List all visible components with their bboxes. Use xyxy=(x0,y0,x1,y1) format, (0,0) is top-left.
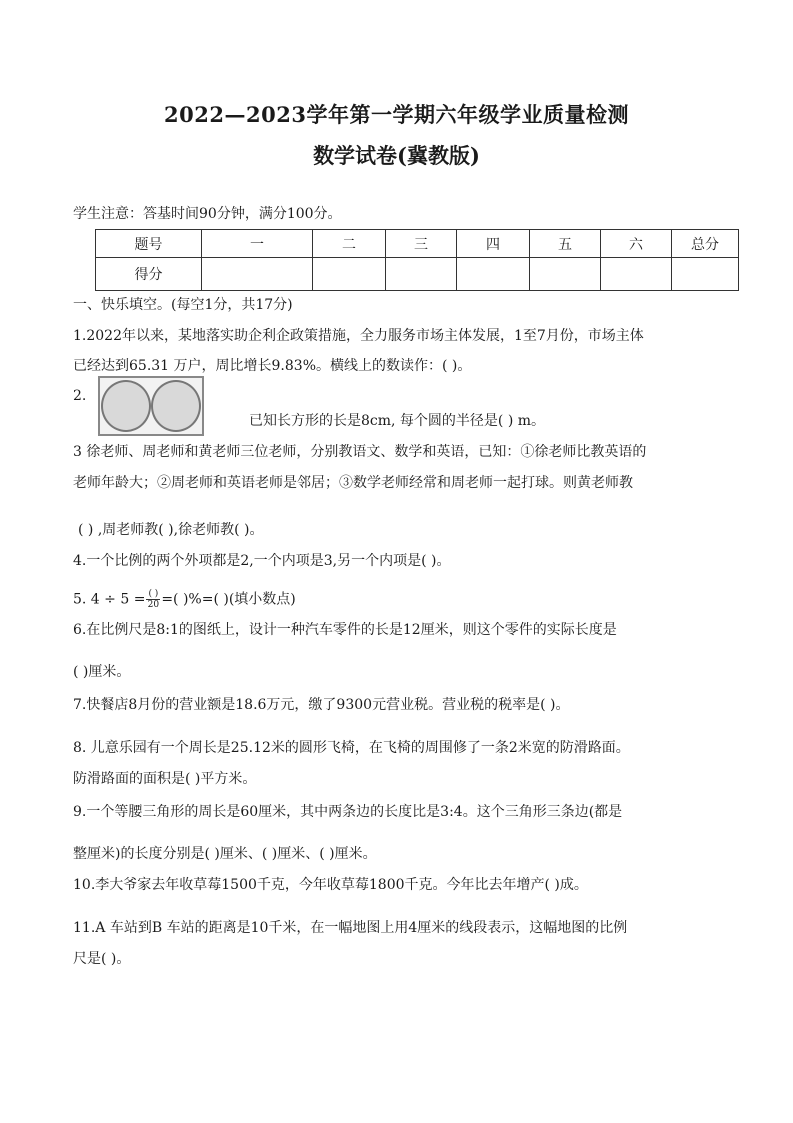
rectangle-circles-figure xyxy=(98,376,204,436)
exam-subtitle: 数学试卷(冀教版) xyxy=(313,143,480,168)
question-9-line2: 整厘米)的长度分别是( )厘米、( )厘米、( )厘米。 xyxy=(73,846,377,862)
question-8-line2: 防滑路面的面积是( )平方米。 xyxy=(73,771,257,787)
score-table-header-row xyxy=(96,230,739,258)
fraction xyxy=(146,589,160,610)
question-6-line2: ( )厘米。 xyxy=(73,664,131,680)
score-header-cell: 二 xyxy=(313,230,386,258)
question-1-line1: 1.2022年以来，某地落实助企利企政策措施，全力服务市场主体发展，1至7月份，市场主体 xyxy=(73,328,644,344)
question-7: 7.快餐店8月份的营业额是18.6万元，缴了9300元营业税。营业税的税率是( )。 xyxy=(73,697,570,713)
score-header-cell: 六 xyxy=(601,230,672,258)
score-row-label: 得分 xyxy=(96,258,202,291)
question-2-number: 2. xyxy=(73,388,87,404)
score-cell xyxy=(457,258,530,291)
score-cell xyxy=(601,258,672,291)
score-cell xyxy=(313,258,386,291)
score-header-cell: 四 xyxy=(457,230,530,258)
question-8-line1: 8. 儿意乐园有一个周长是25.12米的圆形飞椅，在飞椅的周围修了一条2米宽的防滑路面。 xyxy=(73,740,630,756)
fraction-numerator: ( ) xyxy=(148,589,159,599)
question-5 xyxy=(73,589,296,610)
question-3-line3: ( ) ,周老师教( ),徐老师教( )。 xyxy=(78,522,264,538)
score-table xyxy=(95,229,739,291)
exam-title: 2022—2023学年第一学期六年级学业质量检测 xyxy=(164,102,629,127)
question-10: 10.李大爷家去年收草莓1500千克，今年收草莓1800千克。今年比去年增产( )成。 xyxy=(73,877,588,893)
question-2-text: 已知长方形的长是8cm, 每个圆的半径是( ) m。 xyxy=(249,413,546,429)
question-3-line1: 3 徐老师、周老师和黄老师三位老师，分别教语文、数学和英语，已知：①徐老师比教英语的 xyxy=(73,444,647,460)
question-5-suffix: =( )%=( )(填小数点) xyxy=(161,591,296,608)
question-6-line1: 6.在比例尺是8:1的图纸上，设计一种汽车零件的长是12厘米，则这个零件的实际长度是 xyxy=(73,622,617,638)
section-heading: 一、快乐填空。(每空1分，共17分) xyxy=(73,297,293,313)
question-5-prefix: 5. 4 ÷ 5 = xyxy=(73,591,146,608)
question-3-line2: 老师年龄大；②周老师和英语老师是邻居；③数学老师经常和周老师一起打球。则黄老师教 xyxy=(73,475,633,491)
score-header-cell: 五 xyxy=(530,230,601,258)
exam-notice: 学生注意：答基时间90分钟，满分100分。 xyxy=(73,206,342,222)
question-4: 4.一个比例的两个外项都是2,一个内项是3,另一个内项是( )。 xyxy=(73,553,451,569)
score-header-cell: 总分 xyxy=(672,230,739,258)
score-cell xyxy=(386,258,457,291)
score-cell xyxy=(202,258,313,291)
circle-shape xyxy=(101,380,151,432)
score-cell xyxy=(672,258,739,291)
score-header-cell: 一 xyxy=(202,230,313,258)
question-9-line1: 9.一个等腰三角形的周长是60厘米，其中两条边的长度比是3:4。这个三角形三条边(都是 xyxy=(73,804,623,820)
question-1-line2: 已经达到65.31 万户，周比增长9.83%。横线上的数读作：( )。 xyxy=(73,358,472,374)
question-11-line1: 11.A 车站到B 车站的距离是10千米，在一幅地图上用4厘米的线段表示，这幅地图的比例 xyxy=(73,920,628,936)
score-header-cell: 题号 xyxy=(96,230,202,258)
fraction-denominator: 20 xyxy=(147,600,160,610)
score-cell xyxy=(530,258,601,291)
question-11-line2: 尺是( )。 xyxy=(73,951,131,967)
score-table-score-row xyxy=(96,258,739,291)
circle-shape xyxy=(151,380,201,432)
score-header-cell: 三 xyxy=(386,230,457,258)
